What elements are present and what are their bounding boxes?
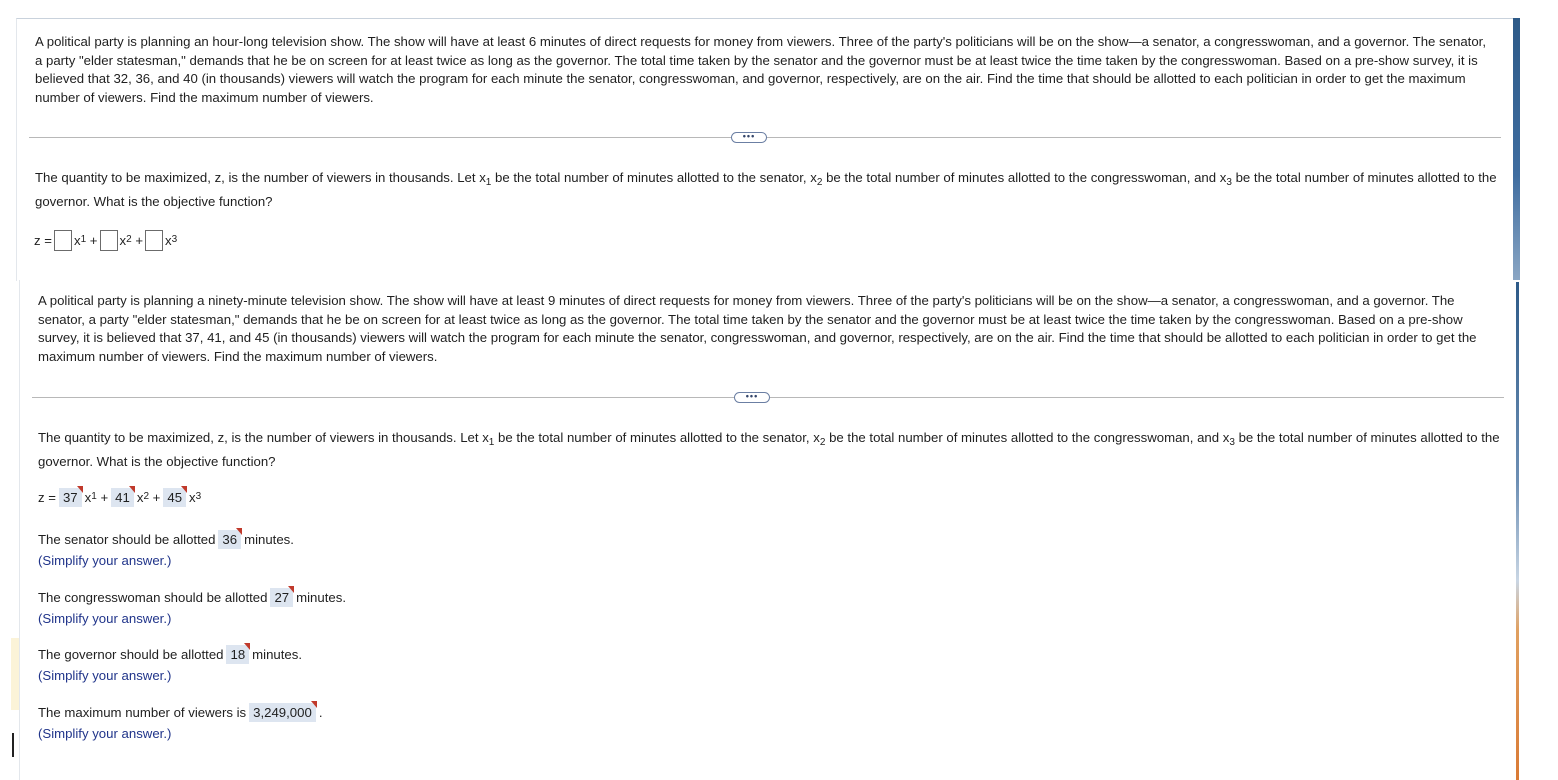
coefficient-answer-3[interactable]: 45 (163, 488, 186, 507)
objective-function-input: z = x 1 + x 2 + x 3 (34, 229, 177, 251)
more-options-button[interactable]: ••• (734, 392, 770, 403)
objective-question: The quantity to be maximized, z, is the number of viewers in thousands. Let $x_1$ be the total number of minutes allotted to the senator, $x_2$ be the total number of minutes allotted to the congresswoman, and $x_3$ be the total number of minutes allotted to the governor. What is the objective function? (38, 430, 1500, 469)
objective-question: The quantity to be maximized, z, is the number of viewers in thousands. Let $x_1$ be the total number of minutes allotted to the senator, $x_2$ be the total number of minutes allotted to the congresswoman, and $x_3$ be the total number of minutes allotted to the governor. What is the objective function? (35, 170, 1497, 209)
senator-answer-line: The senator should be allotted 36 minutes. (38, 532, 294, 547)
governor-answer-line: The governor should be allotted 18 minutes. (38, 647, 302, 662)
coefficient-answer-2[interactable]: 41 (111, 488, 134, 507)
senator-minutes-answer[interactable]: 36 (218, 530, 241, 549)
max-viewers-answer[interactable]: 3,249,000 (249, 703, 316, 722)
congresswoman-minutes-answer[interactable]: 27 (270, 588, 293, 607)
question-panel-1 (16, 18, 1513, 281)
coefficient-input-3[interactable] (145, 230, 163, 251)
congresswoman-answer-line: The congresswoman should be allotted 27 minutes. (38, 590, 346, 605)
governor-minutes-answer[interactable]: 18 (226, 645, 249, 664)
coefficient-input-2[interactable] (100, 230, 118, 251)
question-panel-2 (19, 280, 1516, 780)
problem-statement: A political party is planning a ninety-minute television show. The show will have at least 9 minutes of direct requests for money from viewers. Three of the party's politicians will be on the show—a senator, a congresswoman, and a governor. The senator, a party "elder statesman," demands that he be on screen for at least twice as long as the governor. The total time taken by the senator and the governor must be at least twice the time taken by the congresswoman. Based on a pre-show survey, it is believed that 37, 41, and 45 (in thousands) viewers will watch the program for each minute the senator, congresswoman, and governor, respectively, are on the air. Find the time that should be allotted to each politician in order to get the maximum number of viewers. Find the maximum number of viewers. (38, 293, 1477, 364)
coefficient-answer-1[interactable]: 37 (59, 488, 82, 507)
simplify-hint: (Simplify your answer.) (38, 668, 172, 683)
max-viewers-answer-line: The maximum number of viewers is 3,249,000 . (38, 705, 323, 720)
problem-statement: A political party is planning an hour-long television show. The show will have at least 6 minutes of direct requests for money from viewers. Three of the party's politicians will be on the show—a senator, a congresswoman, and a governor. The senator, a party "elder statesman," demands that he be on screen for at least twice as long as the governor. The total time taken by the senator and the governor must be at least twice the time taken by the congresswoman. Based on a pre-show survey, it is believed that 32, 36, and 40 (in thousands) viewers will watch the program for each minute the senator, congresswoman, and governor, respectively, are on the air. Find the time that should be allotted to each politician in order to get the maximum number of viewers. Find the maximum number of viewers. (35, 34, 1486, 105)
simplify-hint: (Simplify your answer.) (38, 553, 172, 568)
highlight-strip (11, 638, 19, 710)
text-cursor (12, 733, 14, 757)
simplify-hint: (Simplify your answer.) (38, 611, 172, 626)
objective-function-answer: z = 37 x 1 + 41 x 2 + 45 x 3 (38, 489, 202, 505)
more-options-button[interactable]: ••• (731, 132, 767, 143)
coefficient-input-1[interactable] (54, 230, 72, 251)
simplify-hint: (Simplify your answer.) (38, 726, 172, 741)
scrollbar-top[interactable] (1512, 18, 1520, 280)
